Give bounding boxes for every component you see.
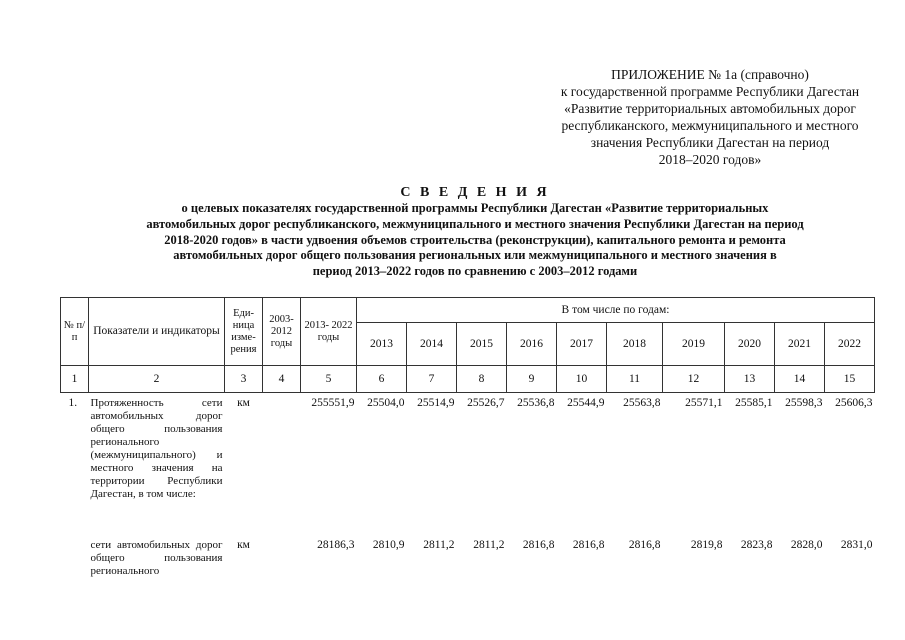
row-value-year: 2823,8 — [740, 539, 773, 551]
row-value-year: 2828,0 — [790, 539, 823, 551]
appendix-line: 2018–2020 годов» — [658, 152, 762, 167]
appendix-line: республиканского, межмуниципального и местного — [561, 118, 859, 133]
row-value-year: 2816,8 — [628, 539, 661, 551]
row-value-year: 25606,3 — [835, 397, 873, 409]
header-by-years: В том числе по годам: — [357, 298, 875, 323]
header-num: № п/ п — [61, 298, 89, 366]
header-unit: Еди- ница изме- рения — [225, 298, 263, 366]
row-number: 1. — [68, 397, 78, 409]
row-value-year: 25598,3 — [785, 397, 823, 409]
row-value-year: 2811,2 — [423, 539, 455, 551]
header-year: 2014 — [407, 323, 457, 366]
row-unit: км — [237, 397, 250, 409]
column-number: 9 — [507, 366, 557, 393]
row-unit: км — [237, 539, 250, 551]
appendix-line: «Развитие территориальных автомобильных дорог — [564, 101, 856, 116]
column-number: 1 — [61, 366, 89, 393]
appendix-note — [520, 66, 900, 168]
row-number — [61, 535, 89, 639]
row-indicator: Протяженность сети автомобильных дорог общего пользования регионального (межмуниципального) и местного значения на территории Республики Дагестан, в том числе: — [90, 397, 223, 500]
column-number: 5 — [301, 366, 357, 393]
column-number: 12 — [663, 366, 725, 393]
header-year: 2017 — [557, 323, 607, 366]
column-number: 7 — [407, 366, 457, 393]
row-value-year: 2816,8 — [572, 539, 605, 551]
column-number: 15 — [825, 366, 875, 393]
row-value-2003-2012 — [263, 535, 301, 639]
column-number: 6 — [357, 366, 407, 393]
subtitle-line: о целевых показателях государственной программы Республики Дагестан «Развитие территориальных — [181, 201, 769, 215]
row-value-year: 2816,8 — [522, 539, 555, 551]
row-value-year: 25544,9 — [567, 397, 605, 409]
header-year: 2021 — [775, 323, 825, 366]
document-heading — [60, 184, 890, 280]
table-row — [61, 535, 875, 639]
column-number: 14 — [775, 366, 825, 393]
subtitle-line: 2018-2020 годов» в части удвоения объемов строительства (реконструкции), капитального ремонта и ремонта — [164, 232, 786, 247]
row-value-year: 2810,9 — [372, 539, 405, 551]
row-value-year: 25504,0 — [367, 397, 405, 409]
header-year: 2018 — [607, 323, 663, 366]
row-indicator: сети автомобильных дорог общего пользования регионального — [90, 539, 223, 577]
indicators-table — [60, 297, 875, 639]
row-value-2013-2022: 255551,9 — [311, 397, 355, 409]
row-value-2003-2012 — [263, 393, 301, 536]
header-2003-2012: 2003- 2012 годы — [263, 298, 301, 366]
document-subtitle — [60, 201, 890, 280]
column-number: 8 — [457, 366, 507, 393]
column-number: 11 — [607, 366, 663, 393]
row-value-year: 25585,1 — [735, 397, 773, 409]
header-year: 2013 — [357, 323, 407, 366]
row-value-year: 25526,7 — [467, 397, 505, 409]
subtitle-line: период 2013–2022 годов по сравнению с 2003–2012 годами — [312, 264, 638, 279]
row-value-year: 25514,9 — [417, 397, 455, 409]
column-number: 10 — [557, 366, 607, 393]
column-number: 13 — [725, 366, 775, 393]
header-year: 2022 — [825, 323, 875, 366]
row-value-year: 2819,8 — [690, 539, 723, 551]
row-value-year: 25571,1 — [685, 397, 723, 409]
subtitle-line: автомобильных дорог республиканского, межмуниципального и местного значения Республики Дагестан на период — [146, 216, 804, 231]
column-number-row — [61, 366, 875, 393]
row-value-2013-2022: 28186,3 — [317, 539, 355, 551]
row-value-year: 2831,0 — [840, 539, 873, 551]
header-2013-2022: 2013- 2022 годы — [301, 298, 357, 366]
appendix-line: ПРИЛОЖЕНИЕ № 1а (справочно) — [611, 67, 809, 82]
header-year: 2016 — [507, 323, 557, 366]
table-header-row — [61, 298, 875, 323]
row-value-year: 25536,8 — [517, 397, 555, 409]
appendix-line: к государственной программе Республики Дагестан — [560, 84, 860, 99]
column-number: 3 — [225, 366, 263, 393]
header-indicator: Показатели и индикаторы — [89, 298, 225, 366]
column-number: 2 — [89, 366, 225, 393]
column-number: 4 — [263, 366, 301, 393]
row-value-year: 25563,8 — [623, 397, 661, 409]
header-year: 2015 — [457, 323, 507, 366]
appendix-line: значения Республики Дагестан на период — [590, 135, 830, 150]
subtitle-line: автомобильных дорог общего пользования региональных или межмуниципального и местного значения в — [173, 248, 777, 263]
document-title: С В Е Д Е Н И Я — [400, 185, 550, 200]
table-row — [61, 393, 875, 536]
header-year: 2019 — [663, 323, 725, 366]
row-value-year: 2811,2 — [473, 539, 505, 551]
header-year: 2020 — [725, 323, 775, 366]
